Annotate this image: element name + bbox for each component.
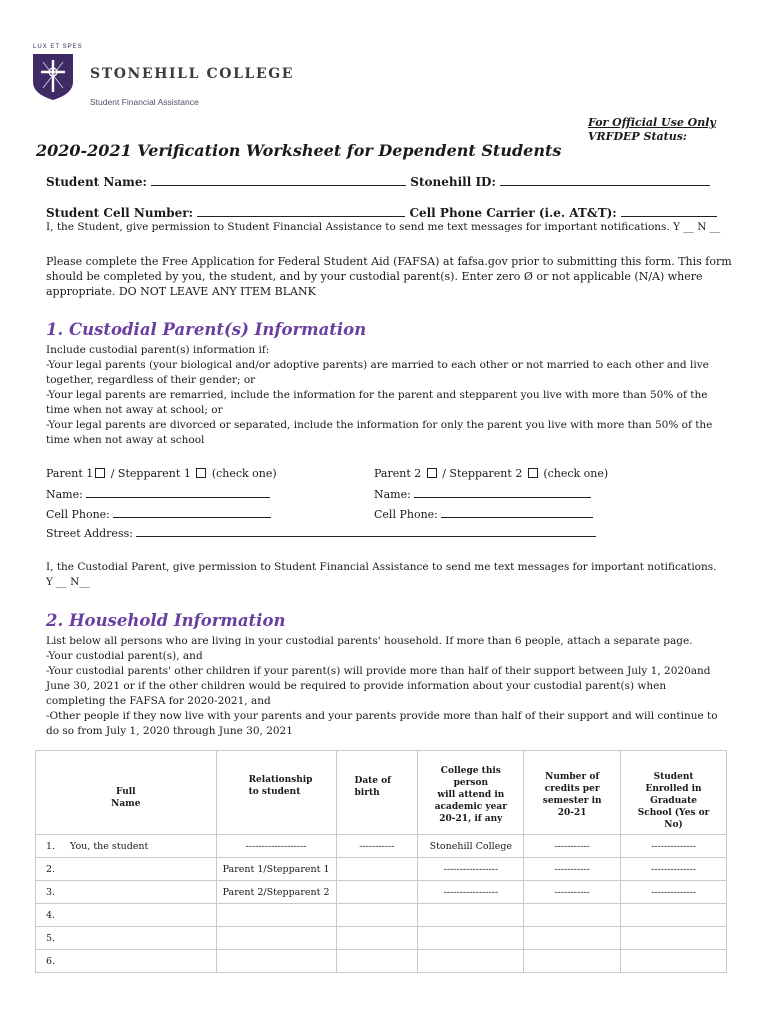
row-number: 1.: [46, 840, 56, 852]
section-2-instructions: [46, 634, 736, 739]
cell-value: --------------: [651, 863, 697, 875]
header-label: Relationship to student: [248, 774, 313, 797]
instruction-line: -Your custodial parent(s), and: [46, 650, 203, 662]
section-2-heading: 2. Household Information: [46, 611, 286, 630]
parent-2-label: Parent 2: [374, 467, 422, 480]
student-text-permission: I, the Student, give permission to Student Financial Assistance to send me text messages for important notifications. Y __ N __: [46, 221, 721, 233]
cell-graduate[interactable]: [621, 950, 727, 973]
instruction-line: together, regardless of their gender; or: [46, 374, 256, 386]
cell-graduate[interactable]: [621, 904, 727, 927]
parent-1-cell-label: Cell Phone:: [46, 508, 110, 521]
student-cell-label: Student Cell Number:: [46, 206, 194, 220]
cell-value: -----------: [359, 840, 395, 852]
cell-value: -----------: [554, 840, 590, 852]
cell-dob[interactable]: [336, 927, 418, 950]
cell-name[interactable]: [36, 950, 217, 973]
header-label: Student Enrolled in Graduate School (Yes or No): [637, 772, 710, 830]
stonehill-id-label: Stonehill ID:: [410, 175, 496, 189]
header-label: Number of credits per semester in 20-21: [542, 772, 602, 818]
stepparent-2-label: / Stepparent 2: [442, 467, 523, 480]
parent-1-checkbox[interactable]: [95, 468, 105, 478]
student-name-field[interactable]: [151, 173, 406, 186]
cell-name[interactable]: [36, 927, 217, 950]
instruction-line: do so from July 1, 2020 through June 30, 2021: [46, 725, 293, 737]
table-row: [36, 950, 727, 973]
parent-1-name-row: [46, 485, 270, 502]
cell-graduate[interactable]: [621, 927, 727, 950]
table-header-row: [36, 751, 727, 835]
cell-college[interactable]: [418, 904, 524, 927]
cell-college[interactable]: [418, 835, 524, 858]
student-cell-row: [46, 204, 717, 220]
instruction-line: time when not away at school: [46, 434, 205, 446]
row-number: 3.: [46, 886, 56, 898]
check-one-note: (check one): [543, 467, 609, 480]
parent-2-name-label: Name:: [374, 488, 411, 501]
cell-value: Parent 2/Stepparent 2: [222, 886, 330, 898]
cell-relationship[interactable]: [216, 927, 336, 950]
row-number: 4.: [46, 909, 56, 921]
parent-permission-yn: Y __ N__: [46, 576, 90, 588]
section-1-instructions: [46, 343, 736, 448]
stepparent-2-checkbox[interactable]: [528, 468, 538, 478]
instruction-line: -Other people if they now live with your parents and your parents provide more than half of their support and will continue to: [46, 710, 718, 722]
parent-2-name-field[interactable]: [414, 485, 591, 498]
instruction-line: completing the FAFSA for 2020-2021, and: [46, 695, 271, 707]
intro-line: Please complete the Free Application for Federal Student Aid (FAFSA) at fafsa.gov prior to submitting this form. This form: [46, 255, 732, 268]
cell-relationship[interactable]: [216, 950, 336, 973]
parent-text-permission: [46, 560, 736, 590]
household-table: [35, 750, 727, 973]
intro-line: appropriate. DO NOT LEAVE ANY ITEM BLANK: [46, 285, 316, 298]
cell-name[interactable]: [36, 904, 217, 927]
instruction-line: time when not away at school; or: [46, 404, 223, 416]
table-row: [36, 881, 727, 904]
cell-graduate[interactable]: [621, 835, 727, 858]
header-label: Date of birth: [354, 776, 392, 798]
cell-value: -----------------: [443, 886, 499, 898]
cell-credits[interactable]: [524, 835, 621, 858]
page-title: 2020-2021 Verification Worksheet for Dependent Students: [36, 141, 562, 160]
student-name-row: [46, 173, 710, 189]
check-one-note: (check one): [211, 467, 277, 480]
header-credits: [524, 751, 621, 835]
cell-credits[interactable]: [524, 858, 621, 881]
cell-relationship[interactable]: [216, 835, 336, 858]
instruction-line: List below all persons who are living in your custodial parents' household. If more than 6 people, attach a separate page.: [46, 635, 693, 647]
cell-graduate[interactable]: [621, 881, 727, 904]
section-1-heading: 1. Custodial Parent(s) Information: [46, 320, 367, 339]
cell-credits[interactable]: [524, 927, 621, 950]
cell-college[interactable]: [418, 927, 524, 950]
header-label: College this person will attend in academic year 20-21, if any: [434, 766, 507, 824]
parent-1-name-label: Name:: [46, 488, 83, 501]
header-graduate-school: [621, 751, 727, 835]
cell-dob[interactable]: [336, 904, 418, 927]
table-row: [36, 927, 727, 950]
table-row: [36, 858, 727, 881]
intro-text: [46, 254, 736, 299]
row-number: 5.: [46, 932, 56, 944]
office-name: Student Financial Assistance: [90, 97, 199, 107]
cell-value: -------------------: [245, 840, 307, 852]
row-number: 2.: [46, 863, 56, 875]
header-college: [418, 751, 524, 835]
parent-1-name-field[interactable]: [86, 485, 270, 498]
vrfdep-status-label: VRFDEP Status:: [588, 130, 687, 143]
cell-college[interactable]: [418, 858, 524, 881]
cell-name[interactable]: [36, 858, 217, 881]
parent-2-cell-field[interactable]: [441, 505, 593, 518]
cell-name[interactable]: [36, 835, 217, 858]
cell-relationship[interactable]: [216, 858, 336, 881]
cell-dob[interactable]: [336, 835, 418, 858]
stonehill-id-field[interactable]: [500, 173, 710, 186]
header-label: Full Name: [111, 786, 141, 809]
student-name-label: Student Name:: [46, 175, 147, 189]
table-row: [36, 904, 727, 927]
official-use-label: For Official Use Only: [588, 116, 716, 129]
instruction-line: -Your legal parents are divorced or separated, include the information for only the parent you live with more than 50% of the: [46, 419, 713, 431]
parent-permission-text: I, the Custodial Parent, give permission to Student Financial Assistance to send me text messages for important notifications.: [46, 561, 717, 573]
parent-2-cell-label: Cell Phone:: [374, 508, 438, 521]
street-address-label: Street Address:: [46, 527, 133, 540]
parent-2-selector: [374, 466, 608, 481]
instruction-line: June 30, 2021 or if the other children would be required to provide information about your custodial parent(s) when: [46, 680, 667, 692]
cell-dob[interactable]: [336, 881, 418, 904]
parent-2-name-row: [374, 485, 591, 502]
header-date-of-birth: [336, 751, 418, 835]
stepparent-1-label: / Stepparent 1: [110, 467, 191, 480]
cell-relationship[interactable]: [216, 881, 336, 904]
street-address-field[interactable]: [136, 524, 596, 537]
cell-dob[interactable]: [336, 950, 418, 973]
parent-1-selector: [46, 466, 277, 481]
cell-value: Stonehill College: [429, 840, 513, 852]
parent-1-cell-row: [46, 505, 271, 522]
instruction-line: -Your legal parents (your biological and/or adoptive parents) are married to each other or not married to each other and live: [46, 359, 709, 371]
row-number: 6.: [46, 955, 56, 967]
cell-carrier-field[interactable]: [621, 204, 717, 217]
cell-value: -----------: [554, 886, 590, 898]
parent-1-label: Parent 1: [46, 467, 94, 480]
instruction-line: -Your legal parents are remarried, include the information for the parent and stepparent you live with more than 50% of the: [46, 389, 708, 401]
header-full-name: [36, 751, 217, 835]
cell-credits[interactable]: [524, 904, 621, 927]
cell-credits[interactable]: [524, 950, 621, 973]
table-row: [36, 835, 727, 858]
cell-value: --------------: [651, 886, 697, 898]
cell-relationship[interactable]: [216, 904, 336, 927]
college-seal-icon: [33, 54, 73, 100]
intro-line: should be completed by you, the student, and by your custodial parent(s). Enter zero Ø or not applicable (N/A) where: [46, 270, 703, 283]
cell-college[interactable]: [418, 950, 524, 973]
cell-carrier-label: Cell Phone Carrier (i.e. AT&T):: [409, 206, 617, 220]
street-address-row: [46, 524, 596, 541]
cell-graduate[interactable]: [621, 858, 727, 881]
parent-2-checkbox[interactable]: [427, 468, 437, 478]
cell-value: -----------: [554, 863, 590, 875]
instruction-line: -Your custodial parents' other children if your parent(s) will provide more than half of their support between July 1, 2020and: [46, 665, 711, 677]
cell-dob[interactable]: [336, 858, 418, 881]
logo-motto: LUX ET SPES: [33, 44, 83, 50]
cell-value: You, the student: [70, 840, 149, 852]
parent-2-cell-row: [374, 505, 593, 522]
cell-value: --------------: [651, 840, 697, 852]
student-cell-field[interactable]: [197, 204, 405, 217]
cell-value: -----------------: [443, 863, 499, 875]
stepparent-1-checkbox[interactable]: [196, 468, 206, 478]
parent-1-cell-field[interactable]: [113, 505, 271, 518]
cell-name[interactable]: [36, 881, 217, 904]
college-name: STONEHILL COLLEGE: [90, 66, 295, 82]
cell-college[interactable]: [418, 881, 524, 904]
header-relationship: [216, 751, 336, 835]
instruction-line: Include custodial parent(s) information if:: [46, 344, 270, 356]
cell-credits[interactable]: [524, 881, 621, 904]
cell-value: Parent 1/Stepparent 1: [222, 863, 330, 875]
